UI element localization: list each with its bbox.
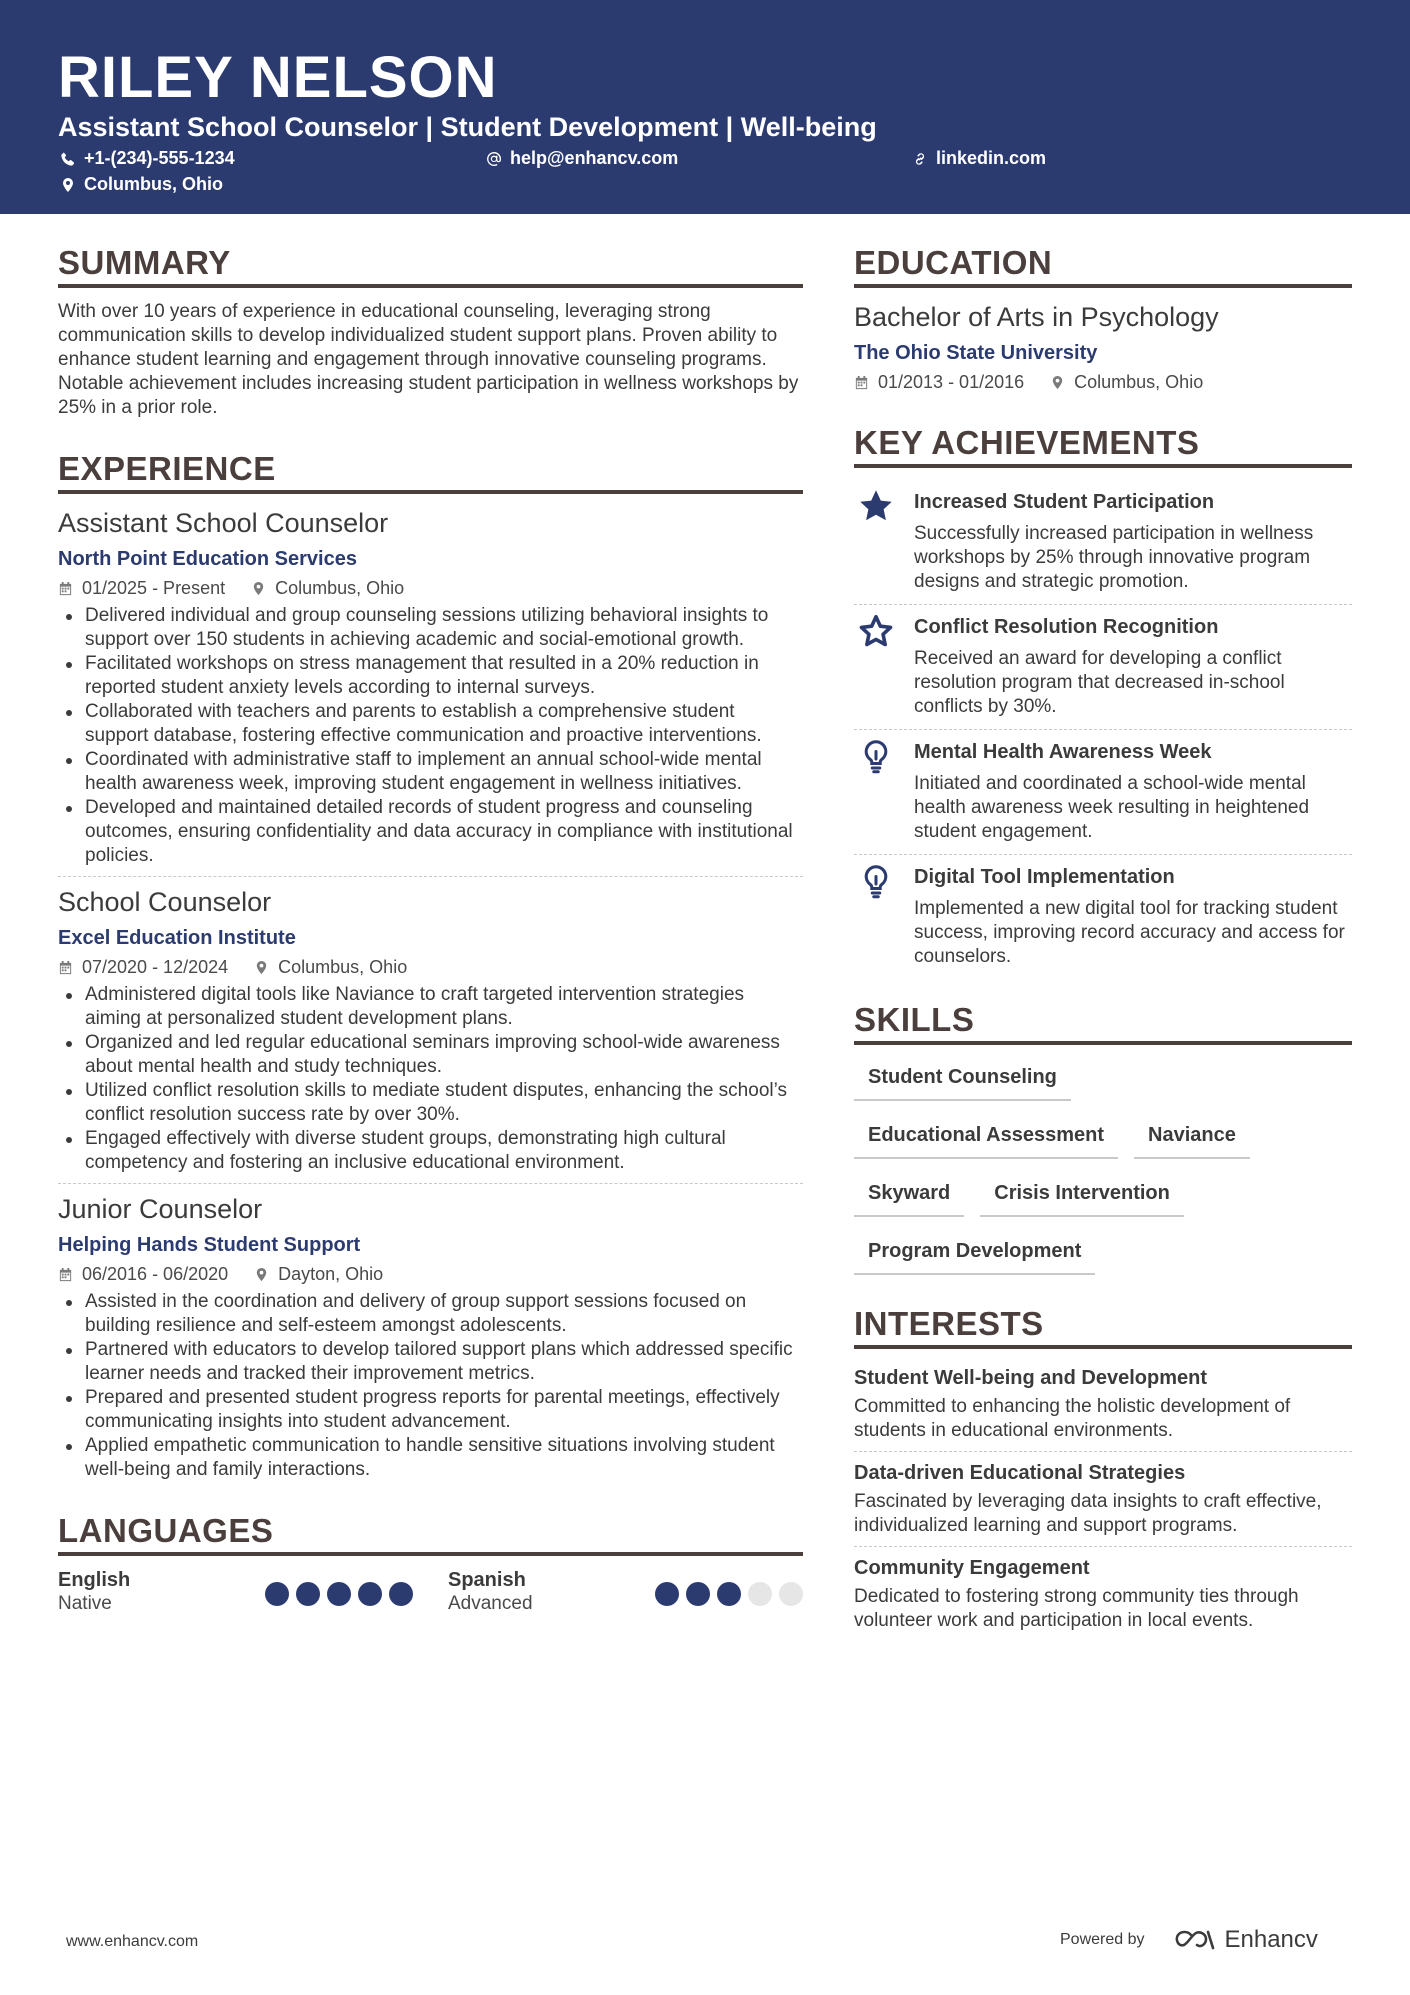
rating-dot-filled [296,1582,320,1606]
interest-desc: Fascinated by leveraging data insights to craft effective, individualized learning and support programs. [854,1491,1322,1536]
location-text: Columbus, Ohio [84,174,223,194]
education-location-wrap [1050,370,1203,394]
brand-name: Enhancv [1224,1926,1318,1953]
job-entry [58,876,803,1183]
job-bullet: Engaged effectively with diverse student groups, demonstrating high cultural competency and fostering an inclusive educational environment. [58,1127,803,1175]
job-bullet: Organized and led regular educational seminars improving school-wide awareness about mental health and study techniques. [58,1031,803,1079]
email-text: help@enhancv.com [510,148,679,168]
job-bullet: Administered digital tools like Naviance to craft targeted intervention strategies aiming at personalized student development plans. [58,983,803,1031]
skill-tag: Student Counseling [854,1057,1071,1101]
skill-tag: Naviance [1134,1115,1250,1159]
contact-location [60,174,223,195]
job-role: Junior Counselor [58,1194,263,1224]
location-pin-icon [251,581,266,596]
achievements-section [854,424,1352,979]
skill-tag: Program Development [854,1231,1095,1275]
education-dates: 01/2013 - 01/2016 [878,372,1025,392]
achievement-desc: Successfully increased participation in wellness workshops by 25% through innovative program designs and strategic promotion. [914,523,1314,592]
job-bullet: Developed and maintained detailed records of student progress and counseling outcomes, ensuring confidentiality and data accuracy in compliance with institutional policies. [58,796,803,868]
language-level: Advanced [448,1593,533,1614]
rating-dot-filled [389,1582,413,1606]
achievement-item [854,480,1352,604]
job-meta [58,955,803,979]
language-level: Native [58,1593,112,1614]
calendar-icon [58,960,73,975]
language-rating [265,1582,413,1606]
calendar-icon [58,1267,73,1282]
education-school: The Ohio State University [854,342,1098,364]
job-bullet: Assisted in the coordination and delivery of group support sessions focused on building resilience and self-esteem amongst adolescents. [58,1290,803,1338]
footer-website[interactable]: www.enhancv.com [66,1933,199,1950]
job-meta [58,1262,803,1286]
job-location: Columbus, Ohio [275,578,405,598]
right-column [854,244,1352,1641]
contact-email[interactable] [486,148,678,169]
job-bullet: Collaborated with teachers and parents to establish a comprehensive student support database, fostering effective communication and proactive interventions. [58,700,803,748]
interest-item [854,1546,1352,1641]
achievement-item [854,604,1352,729]
achievement-desc: Implemented a new digital tool for tracking student success, improving record accuracy and access for counselors. [914,898,1345,967]
brand-logo[interactable] [1171,1926,1318,1954]
job-bullet: Facilitated workshops on stress management that resulted in a 20% reduction in reported student anxiety levels according to internal surveys. [58,652,803,700]
interest-desc: Committed to enhancing the holistic development of students in educational environments. [854,1396,1291,1441]
job-bullet: Prepared and presented student progress reports for parental meetings, effectively communicating insights into student advancement. [58,1386,803,1434]
education-location: Columbus, Ohio [1074,372,1204,392]
job-company: North Point Education Services [58,548,357,570]
lightbulb-icon [858,863,894,899]
contact-linkedin[interactable] [912,148,1046,169]
left-column [58,244,803,1616]
phone-icon [60,151,76,167]
rating-dot-empty [748,1582,772,1606]
phone-text: +1-(234)-555-1234 [84,148,235,168]
summary-section [58,244,803,420]
achievement-title: Digital Tool Implementation [914,866,1175,888]
job-location-wrap [254,1262,383,1286]
location-pin-icon [254,1267,269,1282]
interest-title: Data-driven Educational Strategies [854,1462,1186,1484]
achievement-title: Mental Health Awareness Week [914,741,1212,763]
achievements-heading: KEY ACHIEVEMENTS [854,424,1352,468]
job-bullet: Partnered with educators to develop tailored support plans which addressed specific learner needs and tracked their improvement metrics. [58,1338,803,1386]
job-location: Columbus, Ohio [278,957,408,977]
interest-desc: Dedicated to fostering strong community ties through volunteer work and participation in local events. [854,1586,1299,1631]
rating-dot-empty [779,1582,803,1606]
job-bullets [58,1290,803,1482]
rating-dot-filled [327,1582,351,1606]
location-pin-icon [1050,375,1065,390]
skills-heading: SKILLS [854,1001,1352,1045]
resume-header [0,0,1410,214]
language-rating [655,1582,803,1606]
achievement-desc: Received an award for developing a conflict resolution program that decreased in-school conflicts by 30%. [914,648,1285,717]
language-item [448,1568,803,1616]
calendar-icon [854,375,869,390]
achievement-desc: Initiated and coordinated a school-wide mental health awareness week resulting in heightened student engagement. [914,773,1310,842]
job-location-wrap [254,955,407,979]
skill-tag: Crisis Intervention [980,1173,1184,1217]
job-entry [58,506,803,876]
education-section [854,244,1352,394]
lightbulb-icon [858,738,894,774]
job-location: Dayton, Ohio [278,1264,384,1284]
rating-dot-filled [265,1582,289,1606]
job-bullet: Applied empathetic communication to handle sensitive situations involving student well-being and family interactions. [58,1434,803,1482]
education-meta [854,370,1352,394]
job-location-wrap [251,576,404,600]
job-dates: 01/2025 - Present [82,578,226,598]
job-entry [58,1183,803,1490]
job-company: Helping Hands Student Support [58,1234,361,1256]
achievement-item [854,729,1352,854]
achievement-title: Increased Student Participation [914,491,1215,513]
language-name: English [58,1569,131,1591]
interest-item [854,1451,1352,1546]
language-item [58,1568,413,1616]
rating-dot-filled [717,1582,741,1606]
job-bullet: Coordinated with administrative staff to implement an annual school-wide mental health awareness week, improving student engagement in wellness initiatives. [58,748,803,796]
skills-section [854,1001,1352,1275]
job-company: Excel Education Institute [58,927,296,949]
footer-branding [1060,1926,1318,1954]
education-degree: Bachelor of Arts in Psychology [854,302,1219,332]
rating-dot-filled [358,1582,382,1606]
candidate-name: RILEY NELSON [58,45,498,110]
job-role: Assistant School Counselor [58,508,389,538]
languages-list [58,1568,803,1616]
location-pin-icon [254,960,269,975]
interest-item [854,1361,1352,1451]
skill-tag: Educational Assessment [854,1115,1118,1159]
skills-list [854,1057,1352,1275]
linkedin-text: linkedin.com [936,148,1047,168]
link-icon [912,151,928,167]
experience-section [58,450,803,1490]
star-outline-icon [858,613,894,649]
candidate-title: Assistant School Counselor | Student Development | Well-being [58,112,877,142]
achievement-item [854,854,1352,979]
interest-title: Community Engagement [854,1557,1090,1579]
job-bullet: Delivered individual and group counseling sessions utilizing behavioral insights to support over 150 students in achieving academic and social-emotional growth. [58,604,803,652]
interests-heading: INTERESTS [854,1305,1352,1349]
location-pin-icon [60,177,76,193]
job-dates: 06/2016 - 06/2020 [82,1264,229,1284]
job-bullets [58,604,803,868]
experience-heading: EXPERIENCE [58,450,803,494]
interest-title: Student Well-being and Development [854,1367,1207,1389]
rating-dot-filled [655,1582,679,1606]
job-dates: 07/2020 - 12/2024 [82,957,229,977]
achievement-title: Conflict Resolution Recognition [914,616,1219,638]
language-name: Spanish [448,1569,526,1591]
languages-section [58,1512,803,1616]
education-heading: EDUCATION [854,244,1352,288]
job-bullets [58,983,803,1175]
calendar-icon [58,581,73,596]
rating-dot-filled [686,1582,710,1606]
job-bullet: Utilized conflict resolution skills to mediate student disputes, enhancing the school’s conflict resolution success rate by over 30%. [58,1079,803,1127]
star-filled-icon [858,488,894,524]
contact-phone[interactable] [60,148,235,169]
summary-heading: SUMMARY [58,244,803,288]
summary-text: With over 10 years of experience in educational counseling, leveraging strong communication skills to develop individualized student support plans. Proven ability to enhance student learning and engagement through innovative counseling programs. Notable achievement includes increasing student participation in wellness workshops by 25% in a prior role. [58,301,799,418]
enhancv-logo-icon [1171,1928,1217,1952]
skill-tag: Skyward [854,1173,964,1217]
powered-by-text: Powered by [1060,1931,1145,1948]
interests-section [854,1305,1352,1641]
job-role: School Counselor [58,887,272,917]
languages-heading: LANGUAGES [58,1512,803,1556]
job-meta [58,576,803,600]
at-icon [486,151,502,167]
